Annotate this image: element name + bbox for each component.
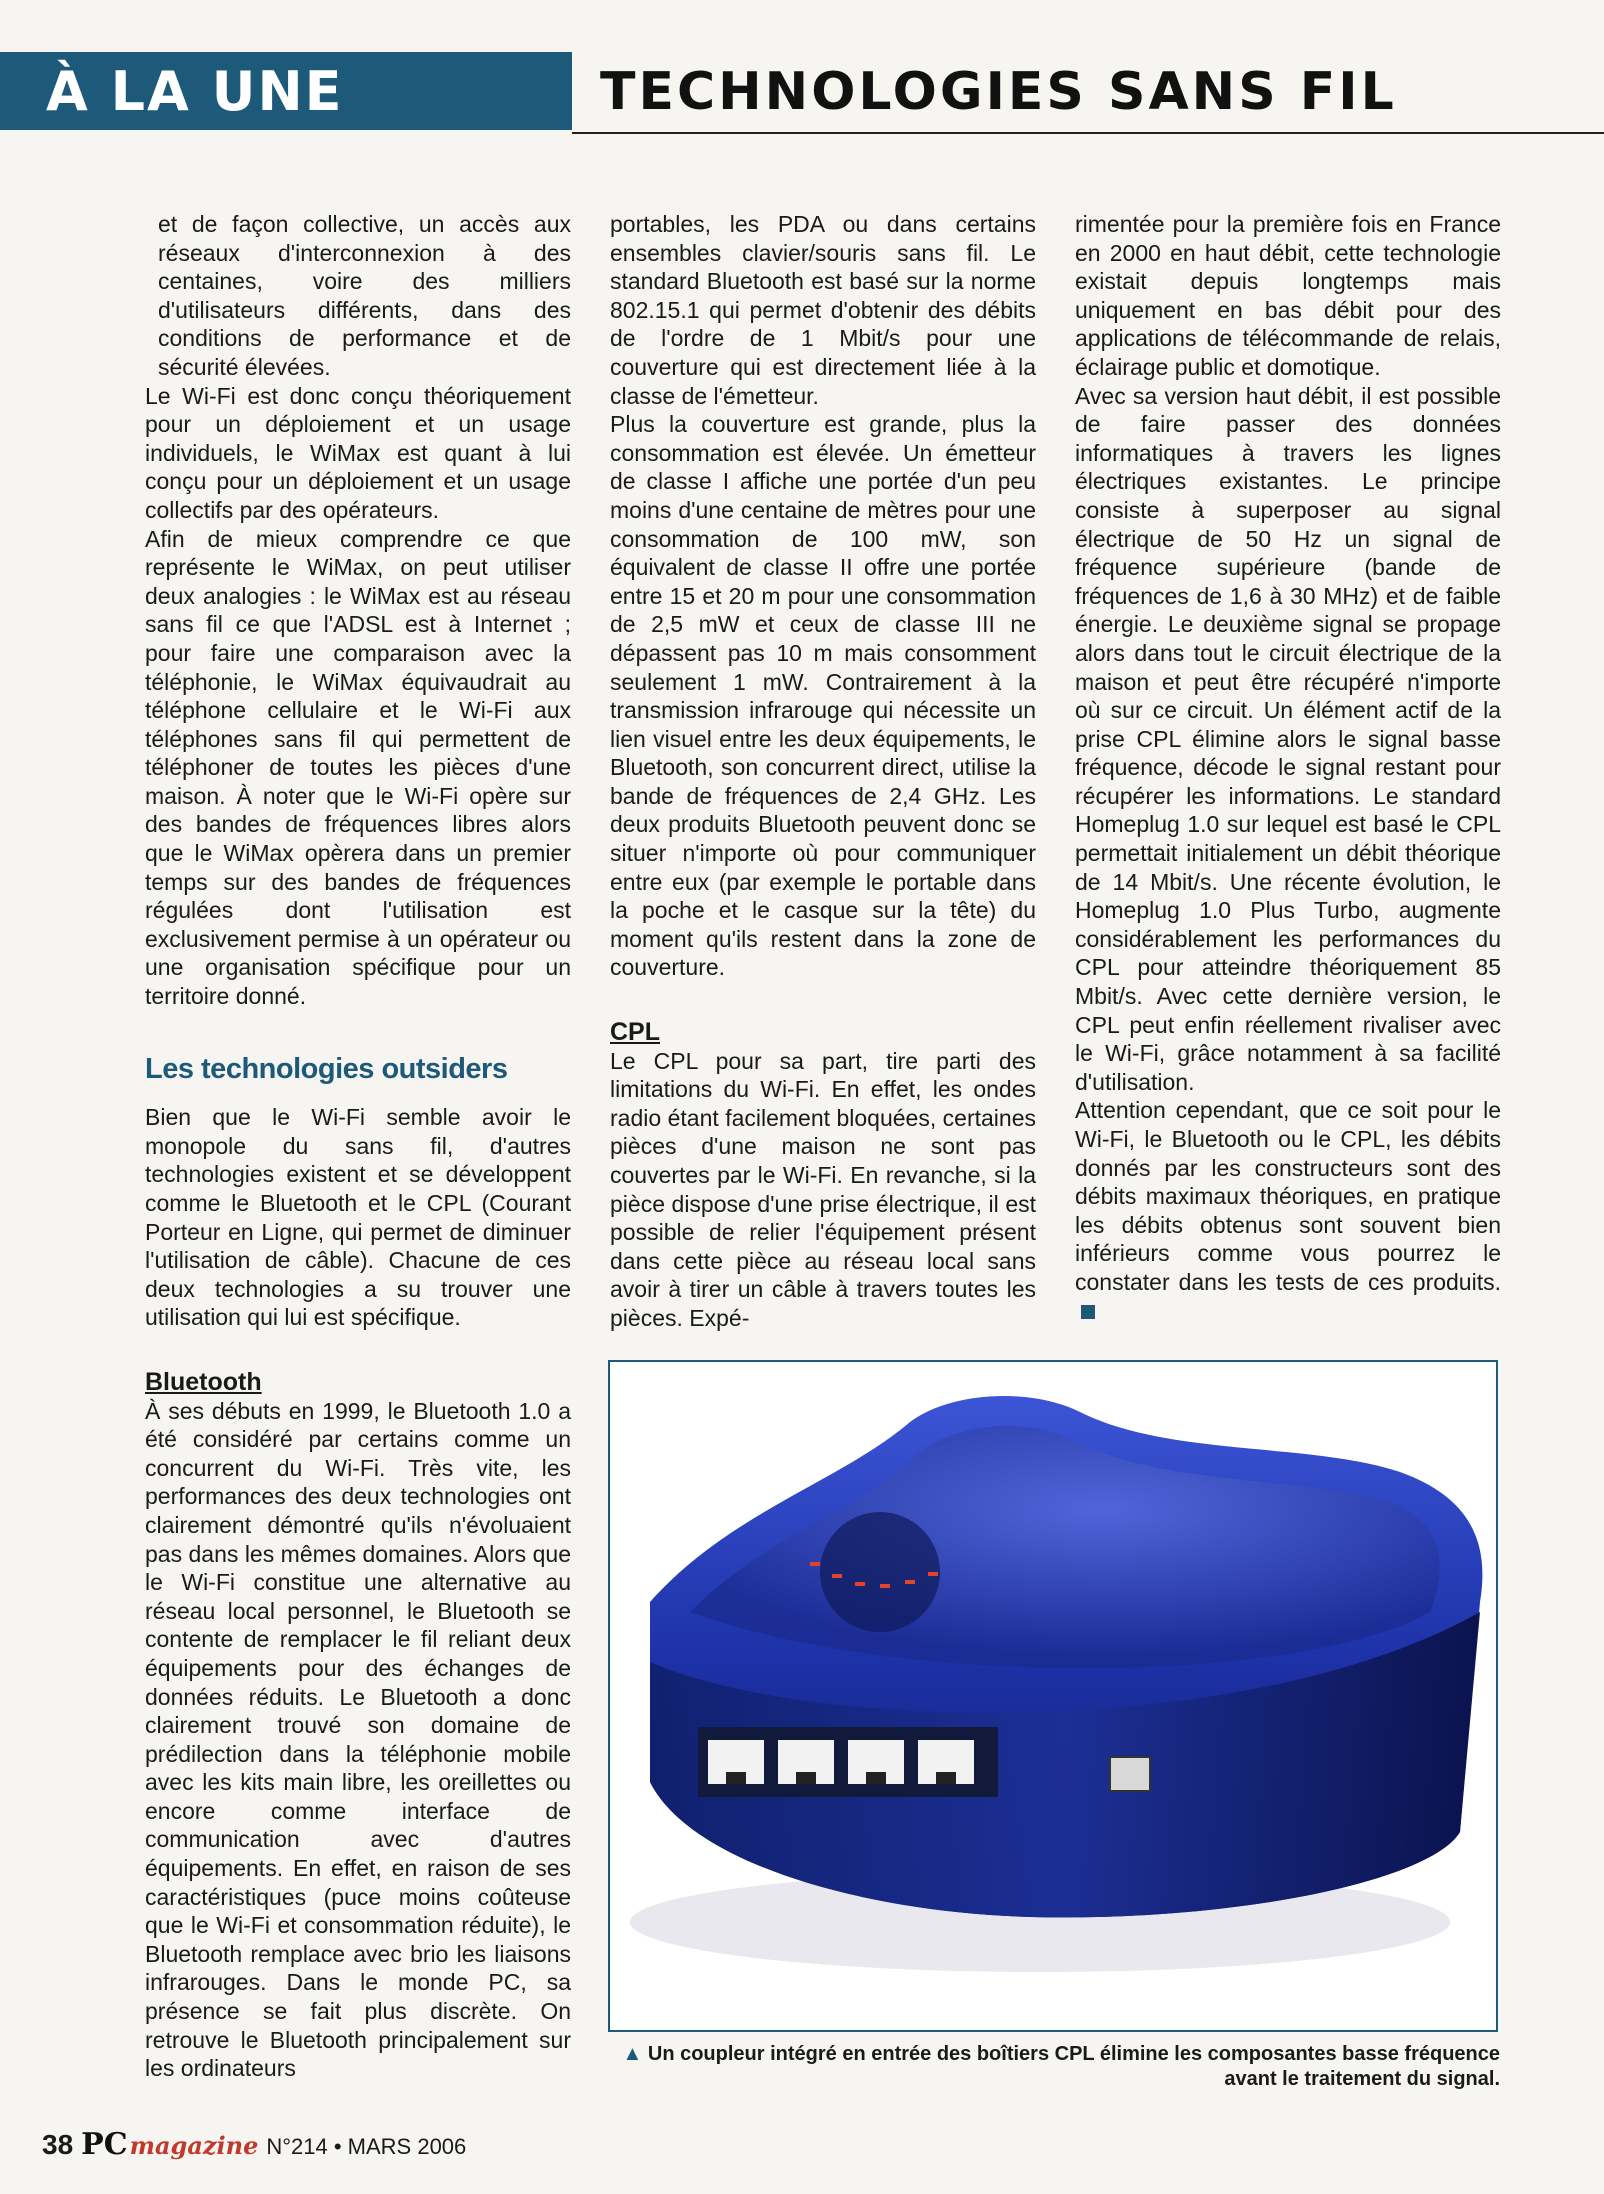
- caption-text: Un coupleur intégré en entrée des boîtiers CPL élimine les composantes basse fréquence avant le traitement du signal.: [647, 2043, 1500, 2090]
- paragraph: rimentée pour la première fois en France en 2000 en haut débit, cette technologie existait depuis longtemps mais uniquement en bas débit pour des applications de télécommande de relais, éclairage public et domotique.: [1075, 211, 1501, 380]
- header-rule: [572, 132, 1604, 134]
- subsection-heading: CPL: [610, 1018, 660, 1047]
- product-photo: [608, 1360, 1498, 2032]
- paragraph: portables, les PDA ou dans certains ensembles clavier/souris sans fil. Le standard Bluetooth est basé sur la norme 802.15.1 qui permet d'obtenir des débits de l'ordre de 1 Mbit/s pour une couverture qui est directement liée à la classe de l'émetteur.: [610, 211, 1036, 409]
- paragraph-text: Attention cependant, que ce soit pour le Wi-Fi, le Bluetooth ou le CPL, les débits donnés par les constructeurs sont des débits maximaux théoriques, en pratique les débits obtenus sont souvent bien inférieurs comme vous pourrez le constater dans les tests de ces produits.: [1075, 1097, 1501, 1295]
- paragraph: À ses débuts en 1999, le Bluetooth 1.0 a été considéré par certains comme un concurrent du Wi-Fi. Très vite, les performances des deux technologies ont clairement démontré qu'ils n'évoluaient pas dans les mêmes domaines. Alors que le Wi-Fi constitue une alternative au réseau local personnel, le Bluetooth se contente de remplacer le fil reliant deux équipements pour des échanges de données réduits. Le Bluetooth a donc clairement trouvé son domaine de prédilection dans la téléphonie mobile avec les kits main libre, les oreillettes ou encore comme interface de communication avec d'autres équipements. En effet, en raison de ses caractéristiques (puce moins coûteuse que le Wi-Fi et consommation réduite), le Bluetooth remplace avec brio les liaisons infrarouges. Dans le monde PC, sa présence se fait plus discrète. On retrouve le Bluetooth principalement sur les ordinateurs: [145, 1397, 571, 2082]
- magazine-logo: PC: [81, 2127, 128, 2162]
- cpl-device-illustration: [610, 1362, 1496, 2030]
- usb-port: [1110, 1757, 1150, 1791]
- paragraph: Avec sa version haut débit, il est possible de faire passer des données informatiques à travers les lignes électriques existantes. Le principe consiste à superposer au signal électrique de 50 Hz un signal de fréquence supérieure (bande de fréquences de 1,6 à 30 MHz) et de faible énergie. Le deuxième signal se propage alors dans tout le circuit électrique de la maison et peut être récupéré n'importe où sur ce circuit. Un élément actif de la prise CPL élimine alors le signal basse fréquence, décode le signal restant pour récupérer les informations. Le standard Homeplug 1.0 sur lequel est basé le CPL permettait initialement un débit théorique de 14 Mbit/s. Une récente évolution, le Homeplug 1.0 Plus Turbo, augmente considérablement les performances du CPL pour atteindre théoriquement 85 Mbit/s. Avec cette dernière version, le CPL peut enfin réellement rivaliser avec le Wi-Fi, grâce notamment à sa facilité d'utilisation.: [1075, 382, 1501, 1095]
- figure-caption: [600, 2042, 1500, 2092]
- paragraph: [1075, 1096, 1501, 1325]
- magazine-logo-text: magazine: [129, 2131, 259, 2160]
- paragraph: Le Wi-Fi est donc conçu théoriquement pour un déploiement et un usage individuels, le WiMax est quant à lui conçu pour un déploiement et un usage collectifs par des opérateurs.: [145, 382, 571, 523]
- section-tag: À LA UNE: [46, 60, 344, 123]
- end-of-article-icon: [1081, 1305, 1095, 1319]
- page-number: 38: [42, 2129, 74, 2160]
- section-heading: Les technologies outsiders: [145, 1052, 508, 1085]
- article-column-3: [1075, 210, 1501, 1325]
- paragraph: Le CPL pour sa part, tire parti des limitations du Wi-Fi. En effet, les ondes radio étant facilement bloquées, certaines pièces d'une maison ne sont pas couvertes par le Wi-Fi. En revanche, si la pièce dispose d'une prise électrique, il est possible de relier l'équipement présent dans cette pièce au réseau local sans avoir à tirer un câble à travers toutes les pièces. Expé-: [610, 1047, 1036, 1331]
- article-column-2: [610, 210, 1036, 1333]
- paragraph: et de façon collective, un accès aux réseaux d'interconnexion à des centaines, voire des milliers d'utilisateurs différents, dans des conditions de performance et de sécurité élevées.: [158, 211, 571, 380]
- paragraph: Bien que le Wi-Fi semble avoir le monopole du sans fil, d'autres technologies existent et se développent comme le Bluetooth et le CPL (Courant Porteur en Ligne, qui permet de diminuer l'utilisation de câble). Chacune de ces deux technologies a su trouver une utilisation qui lui est spécifique.: [145, 1104, 571, 1331]
- caption-arrow-icon: ▲: [622, 2043, 643, 2065]
- page-title: TECHNOLOGIES SANS FIL: [600, 62, 1397, 122]
- internal-circuit: [820, 1512, 940, 1632]
- article-column-1: [145, 210, 571, 2083]
- paragraph: Plus la couverture est grande, plus la consommation est élevée. Un émetteur de classe I affiche une portée d'un peu moins d'une centaine de mètres pour une consommation de 100 mW, son équivalent de classe II offre une portée entre 15 et 20 m pour une consommation de 2,5 mW et ceux de classe III ne dépassent pas 10 m mais consomment seulement 1 mW. Contrairement à la transmission infrarouge qui nécessite un lien visuel entre les deux équipements, le Bluetooth, son concurrent direct, utilise la bande de fréquences de 2,4 GHz. Les deux produits Bluetooth peuvent donc se situer n'importe où pour communiquer entre eux (par exemple le portable dans la poche et le casque sur la tête) du moment qu'ils restent dans la zone de couverture.: [610, 411, 1036, 981]
- page-footer: [42, 2127, 466, 2162]
- subsection-heading: Bluetooth: [145, 1367, 262, 1396]
- issue-info: N°214 • MARS 2006: [266, 2134, 467, 2159]
- paragraph: Afin de mieux comprendre ce que représente le WiMax, on peut utiliser deux analogies : le WiMax est au réseau sans fil ce que l'ADSL est à Internet ; pour faire une comparaison avec la téléphonie, le WiMax équivaudrait au téléphone cellulaire et le Wi-Fi aux téléphones sans fil qui permettent de téléphoner de toutes les pièces d'une maison. À noter que le Wi-Fi opère sur des bandes de fréquences libres alors que le WiMax opèrera dans un premier temps sur des bandes de fréquences régulées dont l'utilisation est exclusivement permise à un opérateur ou une organisation spécifique pour un territoire donné.: [145, 525, 571, 1010]
